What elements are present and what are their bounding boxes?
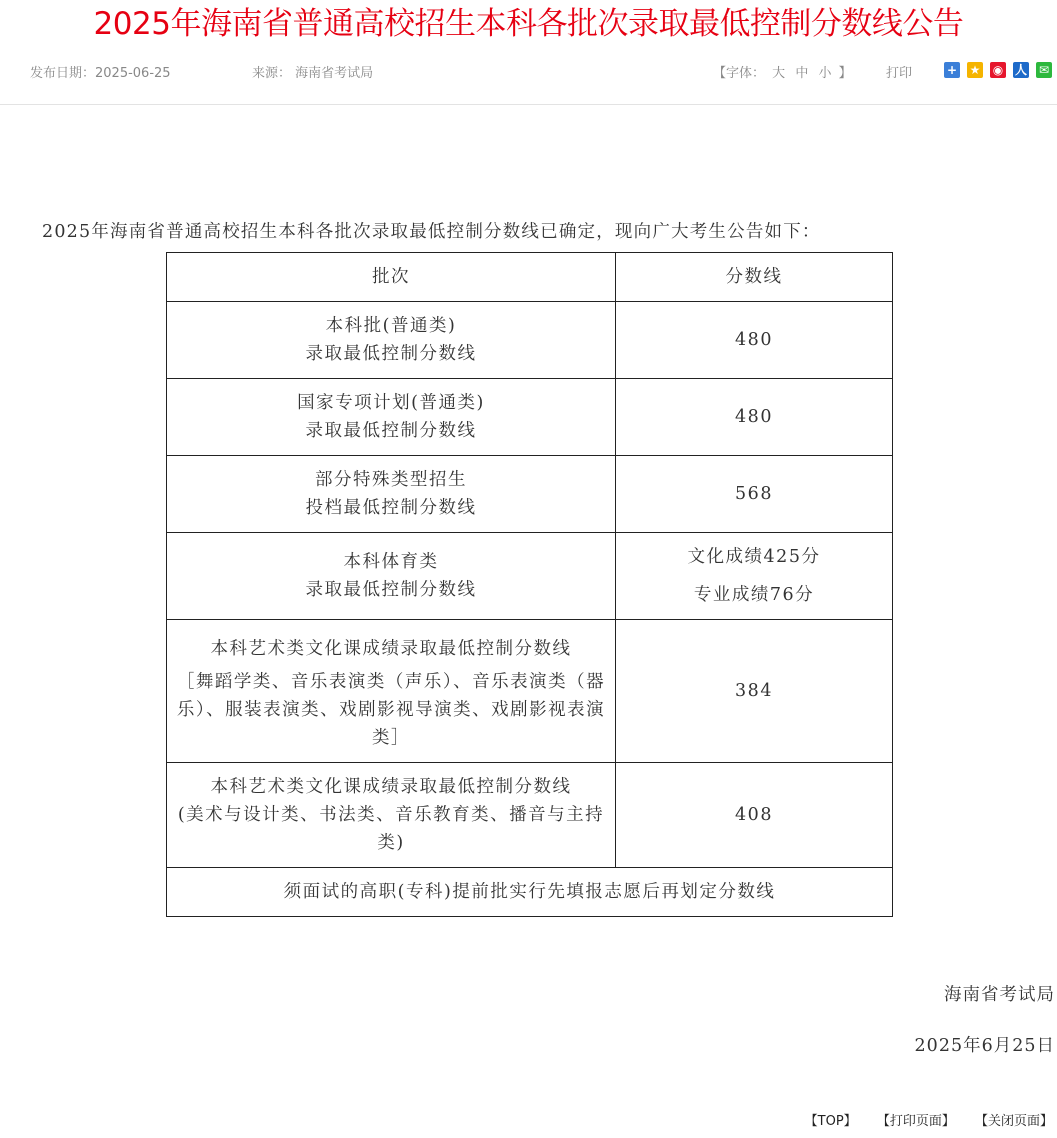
score-cell: 408: [616, 763, 893, 868]
batch-cell: [167, 379, 616, 456]
bottom-links: [789, 1110, 1053, 1129]
print-button[interactable]: 打印: [886, 66, 913, 81]
table-row: [167, 620, 893, 763]
score-line1: 文化成绩425分: [687, 547, 821, 567]
score-cell: 480: [616, 302, 893, 379]
table-header-row: [167, 253, 893, 302]
header-batch: 批次: [167, 253, 616, 302]
table-row: [167, 763, 893, 868]
batch-cell: [167, 620, 616, 763]
batch-line1: 本科艺术类文化课成绩录取最低控制分数线: [210, 777, 572, 797]
qzone-icon[interactable]: ★: [967, 62, 983, 78]
font-size-control: [713, 62, 852, 81]
batch-line2: 录取最低控制分数线: [305, 580, 477, 600]
intro-paragraph: 2025年海南省普通高校招生本科各批次录取最低控制分数线已确定，现向广大考生公告如下：: [42, 222, 821, 242]
publish-date: 发布日期：2025-06-25: [30, 66, 171, 81]
batch-cell: [167, 456, 616, 533]
font-label-open: 【字体：: [713, 66, 766, 81]
score-cell: 384: [616, 620, 893, 763]
batch-line1: 国家专项计划(普通类): [297, 393, 485, 413]
font-large-button[interactable]: 大: [772, 66, 786, 81]
font-label-close: 】: [838, 66, 852, 81]
print-page-link[interactable]: 【打印页面】: [876, 1114, 955, 1129]
table-footer-row: [167, 868, 893, 917]
score-line2: 专业成绩76分: [693, 585, 815, 605]
source: 来源： 海南省考试局: [252, 66, 374, 81]
batch-line2: 录取最低控制分数线: [305, 421, 477, 441]
top-link[interactable]: 【TOP】: [804, 1114, 857, 1129]
score-cell: [616, 533, 893, 620]
batch-line2: 投档最低控制分数线: [305, 498, 477, 518]
batch-line1: 本科批(普通类): [325, 316, 457, 336]
wechat-icon[interactable]: ✉: [1036, 62, 1052, 78]
close-page-link[interactable]: 【关闭页面】: [974, 1114, 1053, 1129]
weibo-icon[interactable]: ◉: [990, 62, 1006, 78]
batch-cell: [167, 533, 616, 620]
table-row: [167, 533, 893, 620]
table-row: [167, 302, 893, 379]
batch-line2: ［舞蹈学类、音乐表演类（声乐）、音乐表演类（器乐）、服装表演类、戏剧影视导演类、戏剧影视表演类］: [176, 672, 606, 748]
batch-line1: 本科体育类: [343, 552, 439, 572]
batch-cell: [167, 302, 616, 379]
sign-date: 2025年6月25日: [914, 1036, 1055, 1056]
batch-line1: 本科艺术类文化课成绩录取最低控制分数线: [210, 639, 572, 659]
batch-line2: 录取最低控制分数线: [305, 344, 477, 364]
plus-share-icon[interactable]: +: [944, 62, 960, 78]
table-row: [167, 456, 893, 533]
score-table: [166, 252, 893, 917]
header-divider: [0, 104, 1057, 105]
batch-line2: (美术与设计类、书法类、音乐教育类、播音与主持类): [177, 805, 605, 853]
table-row: [167, 379, 893, 456]
renren-icon[interactable]: 人: [1014, 63, 1027, 77]
header-score: 分数线: [616, 253, 893, 302]
footer-note: 须面试的高职(专科)提前批实行先填报志愿后再划定分数线: [167, 868, 893, 917]
font-medium-button[interactable]: 中: [795, 66, 809, 81]
page-title: 2025年海南省普通高校招生本科各批次录取最低控制分数线公告: [93, 6, 964, 42]
share-bar: [944, 62, 1052, 78]
font-small-button[interactable]: 小: [818, 66, 832, 81]
batch-line1: 部分特殊类型招生: [315, 470, 467, 490]
signature: 海南省考试局: [944, 985, 1055, 1005]
score-cell: 480: [616, 379, 893, 456]
score-cell: 568: [616, 456, 893, 533]
batch-cell: [167, 763, 616, 868]
